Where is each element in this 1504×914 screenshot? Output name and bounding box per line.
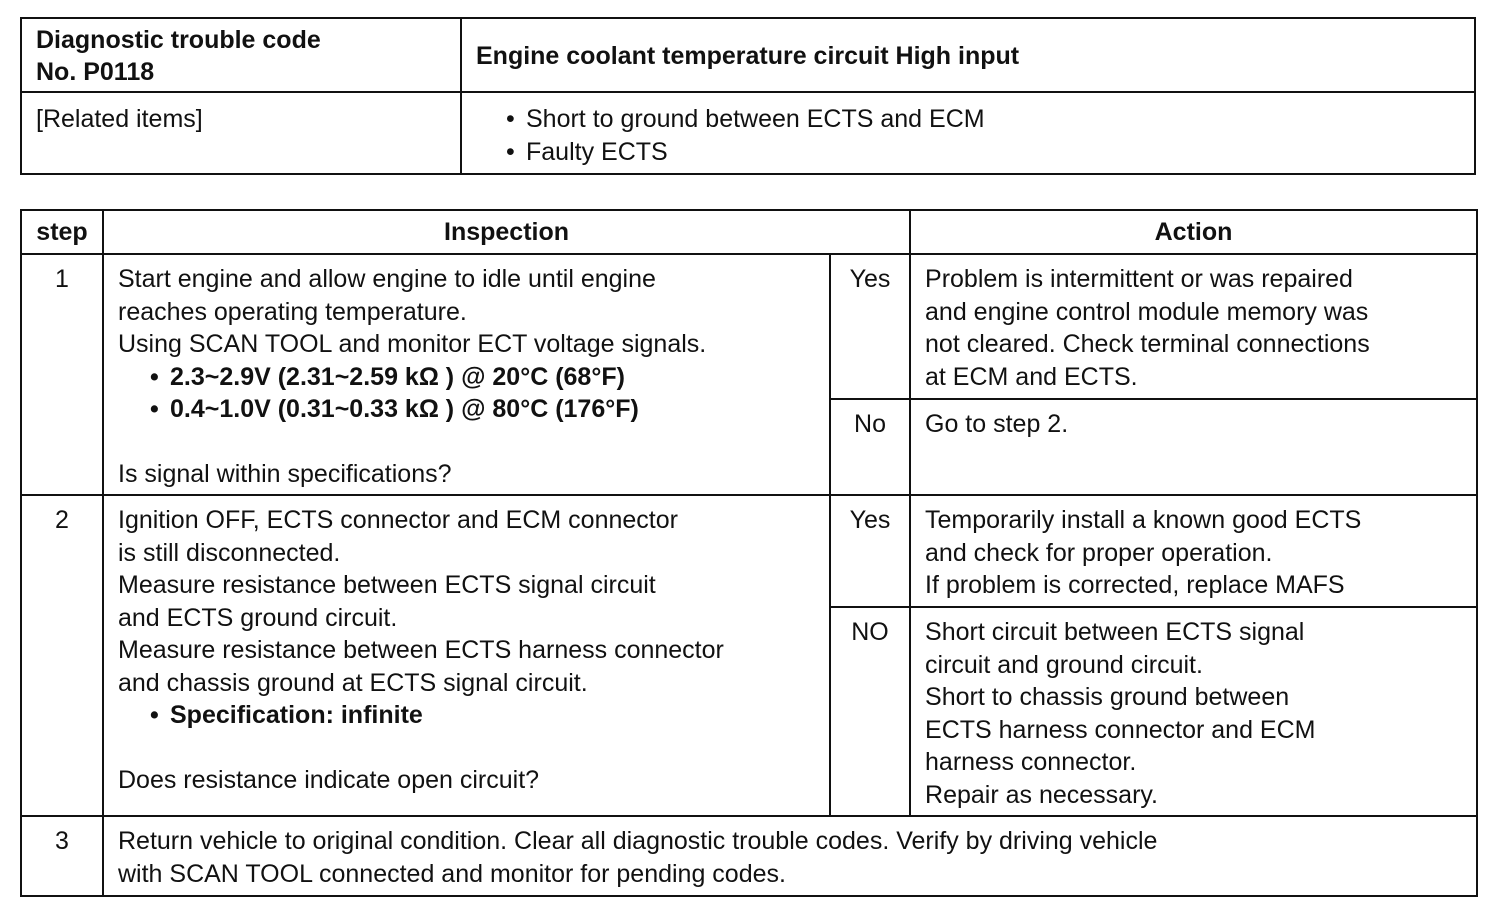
spec-item: • 0.4~1.0V (0.31~0.33 kΩ ) @ 80°C (176°F) <box>142 393 815 426</box>
inspection-line: and chassis ground at ECTS signal circuit. <box>118 668 588 697</box>
action-line: ECTS harness connector and ECM <box>925 715 1316 744</box>
related-item: • Short to ground between ECTS and ECM <box>498 103 1460 136</box>
step-number: 3 <box>21 816 103 896</box>
action-line: Problem is intermittent or was repaired <box>925 265 1353 293</box>
step-number: 2 <box>21 495 103 816</box>
spec-list <box>142 361 815 426</box>
action-line: and check for proper operation. <box>925 538 1273 567</box>
inspection-line: Return vehicle to original condition. Clear all diagnostic trouble codes. Verify by driving vehicle <box>118 827 1158 855</box>
step-3-row <box>21 816 1477 896</box>
dtc-code-number: No. P0118 <box>36 58 155 86</box>
action-line: at ECM and ECTS. <box>925 362 1138 391</box>
action-line: harness connector. <box>925 748 1137 776</box>
inspection-line: is still disconnected. <box>118 538 341 567</box>
step-number: 1 <box>21 254 103 495</box>
dtc-title-row <box>21 18 1475 92</box>
action-cell <box>910 495 1477 607</box>
inspection-line: Measure resistance between ECTS signal circuit <box>118 571 656 599</box>
related-item: • Faulty ECTS <box>498 136 1460 169</box>
step-1-row-yes <box>21 254 1477 399</box>
dtc-code-cell <box>21 18 461 92</box>
inspection-question: Is signal within specifications? <box>118 459 452 488</box>
answer-label: Yes <box>830 254 910 399</box>
action-line: If problem is corrected, replace MAFS <box>925 571 1345 599</box>
inspection-line: and ECTS ground circuit. <box>118 603 398 632</box>
steps-header-row <box>21 210 1477 254</box>
action-line: Short circuit between ECTS signal <box>925 618 1305 646</box>
action-line: and engine control module memory was <box>925 297 1369 326</box>
related-items-list <box>498 103 1460 168</box>
spec-list <box>142 699 815 732</box>
action-line: Short to chassis ground between <box>925 683 1290 711</box>
inspection-line: Using SCAN TOOL and monitor ECT voltage signals. <box>118 330 707 358</box>
action-cell <box>910 254 1477 399</box>
related-items-label: [Related items] <box>21 92 461 174</box>
answer-label: NO <box>830 607 910 816</box>
related-items-row <box>21 92 1475 174</box>
inspection-line: reaches operating temperature. <box>118 297 467 326</box>
col-header-action: Action <box>910 210 1477 254</box>
inspection-line: Measure resistance between ECTS harness connector <box>118 636 724 664</box>
action-line: Repair as necessary. <box>925 780 1158 809</box>
spec-item: • Specification: infinite <box>142 699 815 732</box>
inspection-line: with SCAN TOOL connected and monitor for pending codes. <box>118 859 786 888</box>
action-line: not cleared. Check terminal connections <box>925 330 1370 358</box>
action-line: Temporarily install a known good ECTS <box>925 506 1362 534</box>
dtc-code-label: Diagnostic trouble code <box>36 25 321 54</box>
step-3-inspection <box>103 816 1477 896</box>
action-cell <box>910 607 1477 816</box>
answer-label: Yes <box>830 495 910 607</box>
inspection-line: Ignition OFF, ECTS connector and ECM connector <box>118 506 678 534</box>
spec-item: • 2.3~2.9V (2.31~2.59 kΩ ) @ 20°C (68°F) <box>142 361 815 394</box>
answer-label: No <box>830 399 910 495</box>
col-header-inspection: Inspection <box>103 210 910 254</box>
step-1-inspection <box>103 254 830 495</box>
col-header-step: step <box>21 210 103 254</box>
action-line: circuit and ground circuit. <box>925 650 1203 679</box>
inspection-question: Does resistance indicate open circuit? <box>118 765 540 794</box>
diagnostic-steps-table <box>20 209 1478 897</box>
action-line: Go to step 2. <box>925 410 1069 438</box>
related-items-cell <box>461 92 1475 174</box>
dtc-header-table <box>20 17 1476 175</box>
step-2-row-yes <box>21 495 1477 607</box>
inspection-line: Start engine and allow engine to idle until engine <box>118 265 656 293</box>
dtc-title: Engine coolant temperature circuit High input <box>461 18 1475 92</box>
action-cell <box>910 399 1477 495</box>
step-2-inspection <box>103 495 830 816</box>
